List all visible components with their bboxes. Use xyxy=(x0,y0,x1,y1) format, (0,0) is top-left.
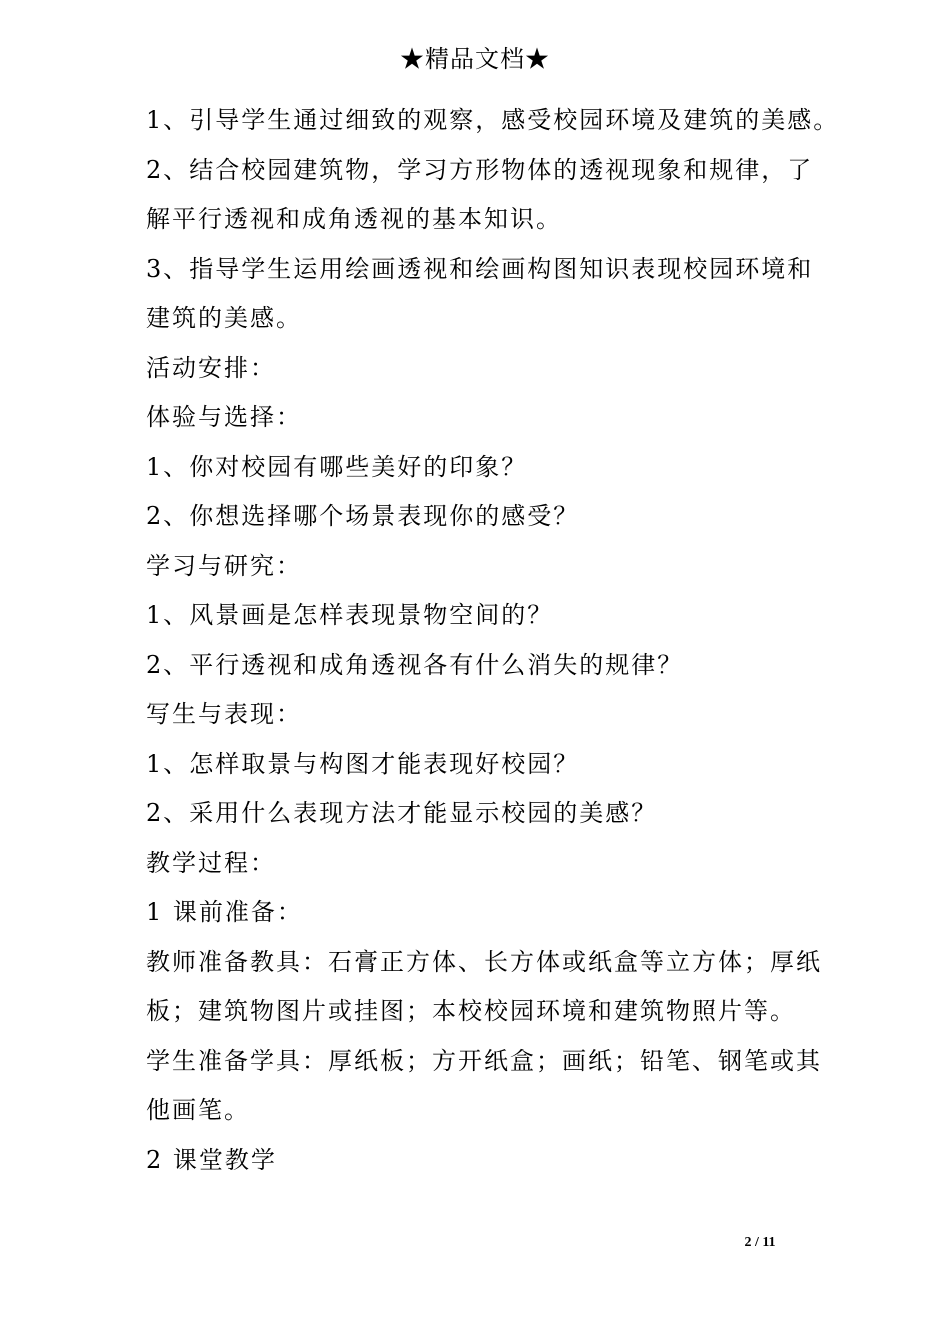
text-line-10: 学习与研究： xyxy=(146,551,302,580)
text-line-8: 1、你对校园有哪些美好的印象？ xyxy=(146,452,528,481)
text-line-14: 1、怎样取景与构图才能表现好校园？ xyxy=(146,749,580,778)
text-line-9: 2、你想选择哪个场景表现你的感受？ xyxy=(146,502,580,530)
text-line-18: 教师准备教具：石膏正方体、长方体或纸盒等立方体；厚纸 xyxy=(146,947,822,976)
page-number: 2 / 11 xyxy=(744,1235,776,1250)
document-header: ★精品文档★ xyxy=(400,45,550,73)
text-line-19: 板；建筑物图片或挂图；本校校园环境和建筑物照片等。 xyxy=(146,997,796,1025)
text-line-7: 体验与选择： xyxy=(146,403,302,431)
text-line-6: 活动安排： xyxy=(146,353,276,382)
text-line-13: 写生与表现： xyxy=(146,700,302,728)
text-line-4: 3、指导学生运用绘画透视和绘画构图知识表现校园环境和 xyxy=(146,254,814,283)
text-line-5: 建筑的美感。 xyxy=(146,304,302,332)
text-line-12: 2、平行透视和成角透视各有什么消失的规律？ xyxy=(146,650,684,679)
text-line-2: 2、结合校园建筑物，学习方形物体的透视现象和规律，了 xyxy=(146,155,814,184)
text-line-20: 学生准备学具：厚纸板；方开纸盒；画纸；铅笔、钢笔或其 xyxy=(146,1046,822,1075)
text-line-17: 1 课前准备： xyxy=(146,898,303,926)
text-line-11: 1、风景画是怎样表现景物空间的？ xyxy=(146,601,554,629)
text-line-22: 2 课堂教学 xyxy=(146,1145,277,1174)
text-line-15: 2、采用什么表现方法才能显示校园的美感？ xyxy=(146,799,658,827)
document-body xyxy=(146,96,840,1185)
text-line-21: 他画笔。 xyxy=(146,1096,250,1124)
text-line-16: 教学过程： xyxy=(146,848,276,877)
text-line-1: 1、引导学生通过细致的观察，感受校园环境及建筑的美感。 xyxy=(146,106,840,134)
text-line-3: 解平行透视和成角透视的基本知识。 xyxy=(146,205,562,233)
